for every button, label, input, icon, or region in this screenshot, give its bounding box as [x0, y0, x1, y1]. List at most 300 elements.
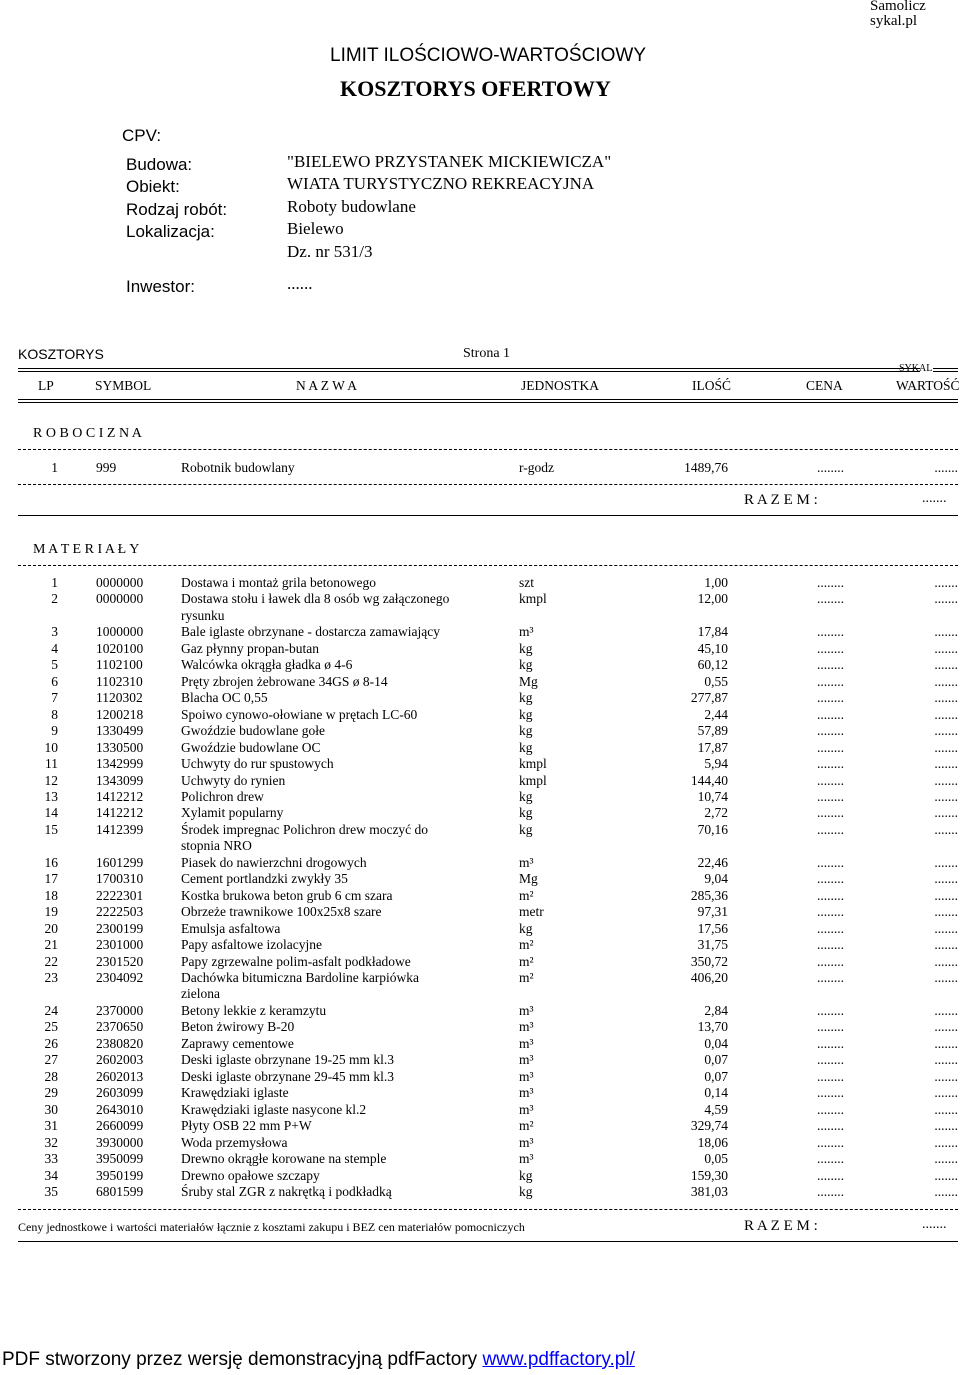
lokalizacja-value-2: Dz. nr 531/3: [287, 242, 373, 261]
row-symbol: 2222301: [96, 887, 144, 903]
col-value: WARTOŚĆ: [896, 378, 960, 393]
row-price: ........: [817, 1035, 844, 1051]
row-name-continued: zielona: [181, 986, 220, 1002]
row-price: ........: [817, 1183, 844, 1199]
row-name: Śruby stal ZGR z nakrętką i podkładką: [181, 1183, 392, 1199]
row-symbol: 3930000: [96, 1134, 144, 1150]
row-name: Polichron drew: [181, 788, 264, 804]
page-number: Strona 1: [463, 346, 511, 361]
row-qty: 159,30: [690, 1167, 728, 1183]
table-row: [0, 773, 960, 789]
table-row: [0, 1151, 960, 1167]
row-value: .......: [934, 920, 958, 936]
row-lp: 16: [44, 854, 58, 870]
row-qty: 17,84: [697, 624, 728, 640]
row-name: Spoiwo cynowo-ołowiane w prętach LC-60: [181, 706, 418, 722]
row-name: Dostawa i montaż grila betonowego: [181, 575, 376, 590]
row-price: ........: [817, 953, 844, 969]
row-value: .......: [934, 591, 958, 607]
row-qty: 31,75: [697, 937, 728, 953]
materials-note: Ceny jednostkowe i wartości materiałów łącznie z kosztami zakupu i BEZ cen materiałów pomocniczych: [18, 1220, 525, 1234]
row-name: Drewno opałowe szczapy: [181, 1167, 320, 1183]
row-symbol: 2602013: [96, 1068, 144, 1084]
row-price: ........: [817, 937, 844, 953]
row-price: ........: [817, 1068, 844, 1084]
row-symbol: 1000000: [96, 624, 144, 640]
row-unit: kg: [519, 920, 533, 936]
row-symbol: 1200218: [96, 706, 144, 722]
col-qty: ILOŚĆ: [692, 378, 732, 393]
budowa-label: Budowa:: [126, 155, 193, 174]
row-value: .......: [934, 854, 958, 870]
row-qty: 2,72: [704, 805, 728, 821]
row-symbol: 2301000: [96, 937, 144, 953]
row-name: Krawędziaki iglaste: [181, 1085, 289, 1101]
row-name: Uchwyty do rur spustowych: [181, 756, 334, 772]
table-row: [0, 904, 960, 920]
row-unit: m²: [519, 937, 534, 953]
row-name: Blacha OC 0,55: [181, 690, 268, 706]
row-symbol: 1330499: [96, 723, 144, 739]
row-unit: m³: [519, 1003, 534, 1018]
corner-line-2: sykal.pl: [870, 13, 918, 29]
table-row: [0, 657, 960, 673]
row-name: Dostawa stołu i ławek dla 8 osób wg załączonego: [181, 591, 450, 607]
row-qty: 70,16: [697, 821, 728, 837]
row-symbol: 1020100: [96, 640, 144, 656]
row-unit: kg: [519, 821, 533, 837]
row-symbol: 2222503: [96, 904, 144, 920]
row-price: ........: [817, 1003, 844, 1018]
table-row: [0, 871, 960, 887]
row-symbol: 6801599: [96, 1183, 144, 1199]
row-qty: 277,87: [690, 690, 728, 706]
table-row: [0, 1184, 960, 1200]
row-unit: m³: [519, 1134, 534, 1150]
row-unit: kg: [519, 723, 533, 739]
row-price: ........: [817, 575, 844, 590]
row-symbol: 1120302: [96, 690, 143, 706]
row-symbol: 2660099: [96, 1118, 144, 1134]
row-qty: 381,03: [690, 1183, 728, 1199]
row-price: ........: [817, 624, 844, 640]
page-subtitle: KOSZTORYS OFERTOWY: [340, 76, 611, 101]
table-row: [0, 460, 960, 476]
row-qty: 0,04: [704, 1035, 728, 1051]
labor-total-rule: [18, 515, 958, 516]
row-price: ........: [817, 673, 844, 689]
row-value: .......: [934, 460, 958, 475]
row-value: .......: [934, 1151, 958, 1167]
materials-top-rule: [18, 565, 958, 566]
table-row: [0, 888, 960, 904]
inwestor-value: ......: [287, 274, 313, 293]
row-unit: m³: [519, 1035, 534, 1051]
row-qty: 0,05: [704, 1151, 728, 1167]
labor-bottom-rule: [18, 484, 958, 485]
column-header-row: [0, 378, 960, 394]
page-title: LIMIT ILOŚCIOWO-WARTOŚCIOWY: [330, 45, 646, 66]
row-qty: 45,10: [697, 640, 728, 656]
row-lp: 18: [44, 887, 58, 903]
row-price: ........: [817, 1052, 844, 1068]
row-lp: 29: [44, 1085, 58, 1101]
row-name: Robotnik budowlany: [181, 460, 295, 475]
row-price: ........: [817, 854, 844, 870]
row-qty: 22,46: [697, 854, 728, 870]
row-unit: m³: [519, 1019, 534, 1035]
materials-total-label: R A Z E M :: [744, 1218, 818, 1234]
row-name: Betony lekkie z keramzytu: [181, 1003, 327, 1018]
rodzaj-label: Rodzaj robót:: [126, 200, 228, 219]
row-qty: 2,44: [704, 706, 728, 722]
inwestor-label: Inwestor:: [126, 277, 195, 296]
row-qty: 144,40: [690, 772, 728, 788]
row-unit: m²: [519, 887, 534, 903]
row-unit: kmpl: [519, 756, 547, 772]
row-lp: 12: [44, 772, 58, 788]
row-name: Walcówka okrągła gładka ø 4-6: [181, 657, 353, 673]
row-value: .......: [934, 706, 958, 722]
row-value: .......: [934, 756, 958, 772]
row-symbol: 1412399: [96, 821, 144, 837]
lokalizacja-value: Bielewo: [287, 219, 344, 238]
labor-top-rule: [18, 449, 958, 450]
row-price: ........: [817, 1085, 844, 1101]
row-value: .......: [934, 1052, 958, 1068]
row-value: .......: [934, 871, 958, 887]
row-qty: 285,36: [690, 887, 728, 903]
lokalizacja-label: Lokalizacja:: [126, 222, 215, 241]
row-unit: m³: [519, 1068, 534, 1084]
row-symbol: 1601299: [96, 854, 144, 870]
row-value: .......: [934, 953, 958, 969]
row-value: .......: [934, 1035, 958, 1051]
table-row: [0, 789, 960, 805]
row-qty: 0,14: [704, 1085, 728, 1101]
row-symbol: 2602003: [96, 1052, 144, 1068]
row-price: ........: [817, 1118, 844, 1134]
row-name: Gwoździe budowlane gołe: [181, 723, 325, 739]
row-name: Dachówka bitumiczna Bardoline karpiówka: [181, 970, 420, 985]
row-symbol: 999: [96, 460, 117, 475]
row-value: .......: [934, 821, 958, 837]
row-unit: m³: [519, 1151, 534, 1167]
row-value: .......: [934, 1101, 958, 1117]
rodzaj-value: Roboty budowlane: [287, 197, 416, 216]
row-lp: 9: [51, 723, 58, 739]
row-unit: kmpl: [519, 591, 547, 607]
row-lp: 28: [44, 1068, 58, 1084]
row-name: Kostka brukowa beton grub 6 cm szara: [181, 887, 393, 903]
labor-section-title: R O B O C I Z N A: [33, 426, 142, 441]
row-symbol: 1412212: [96, 805, 144, 821]
row-lp: 1: [51, 460, 58, 475]
table-row: [0, 1019, 960, 1035]
row-name: Xylamit popularny: [181, 805, 284, 821]
row-price: ........: [817, 871, 844, 887]
row-value: .......: [934, 772, 958, 788]
table-row: [0, 756, 960, 772]
row-name: Gaz płynny propan-butan: [181, 640, 319, 656]
row-price: ........: [817, 591, 844, 607]
row-lp: 14: [44, 805, 58, 821]
table-row: [0, 591, 960, 623]
row-unit: kg: [519, 657, 533, 673]
table-row: [0, 855, 960, 871]
row-price: ........: [817, 821, 844, 837]
table-row: [0, 954, 960, 970]
row-symbol: 1412212: [96, 788, 144, 804]
row-price: ........: [817, 460, 844, 475]
row-price: ........: [817, 756, 844, 772]
row-unit: m³: [519, 1085, 534, 1101]
row-qty: 18,06: [697, 1134, 728, 1150]
row-lp: 2: [51, 591, 58, 607]
row-name: Pręty zbrojen żebrowane 34GS ø 8-14: [181, 673, 388, 689]
row-lp: 6: [51, 673, 58, 689]
table-row: [0, 970, 960, 1002]
row-unit: r-godz: [519, 460, 554, 475]
row-price: ........: [817, 1167, 844, 1183]
row-symbol: 0000000: [96, 575, 144, 590]
section-label: KOSZTORYS: [18, 346, 104, 362]
row-unit: metr: [519, 904, 544, 920]
row-value: .......: [934, 690, 958, 706]
row-value: .......: [934, 1167, 958, 1183]
row-name: Woda przemysłowa: [181, 1134, 288, 1150]
row-qty: 13,70: [697, 1019, 728, 1035]
row-lp: 13: [44, 788, 58, 804]
row-name: Papy asfaltowe izolacyjne: [181, 937, 322, 953]
table-row: [0, 707, 960, 723]
row-symbol: 1343099: [96, 772, 144, 788]
row-lp: 1: [51, 575, 58, 590]
row-symbol: 1102310: [96, 673, 143, 689]
row-name: Gwoździe budowlane OC: [181, 739, 321, 755]
row-qty: 4,59: [704, 1101, 728, 1117]
row-unit: kmpl: [519, 772, 547, 788]
row-lp: 34: [44, 1167, 58, 1183]
row-name: Piasek do nawierzchni drogowych: [181, 854, 367, 870]
columns-rule-1: [18, 399, 958, 400]
row-qty: 1,00: [704, 575, 728, 590]
row-lp: 20: [44, 920, 58, 936]
row-value: .......: [934, 970, 958, 985]
row-name: Obrzeże trawnikowe 100x25x8 szare: [181, 904, 382, 920]
row-price: ........: [817, 920, 844, 936]
row-price: ........: [817, 788, 844, 804]
row-unit: m³: [519, 624, 534, 640]
row-lp: 21: [44, 937, 58, 953]
row-unit: kg: [519, 1183, 533, 1199]
row-lp: 8: [51, 706, 58, 722]
row-value: .......: [934, 788, 958, 804]
col-name: N A Z W A: [296, 378, 358, 393]
row-qty: 2,84: [704, 1003, 728, 1018]
row-symbol: 1700310: [96, 871, 144, 887]
footer-text: PDF stworzony przez wersję demonstracyjną pdfFactory: [2, 1349, 483, 1370]
table-row: [0, 821, 960, 854]
table-row: [0, 723, 960, 739]
materials-total-rule: [18, 1241, 958, 1242]
row-name: Deski iglaste obrzynane 29-45 mm kl.3: [181, 1068, 394, 1084]
row-symbol: 2380820: [96, 1035, 144, 1051]
table-row: [0, 690, 960, 706]
row-symbol: 2304092: [96, 970, 144, 985]
row-qty: 406,20: [690, 970, 728, 985]
row-unit: m²: [519, 1118, 534, 1134]
row-name: Beton żwirowy B-20: [181, 1019, 295, 1035]
row-lp: 35: [44, 1183, 58, 1199]
obiekt-value: WIATA TURYSTYCZNO REKREACYJNA: [287, 174, 595, 193]
row-lp: 23: [44, 970, 58, 985]
footer-link[interactable]: www.pdffactory.pl/: [482, 1349, 635, 1370]
row-name: Uchwyty do rynien: [181, 772, 286, 788]
row-unit: kg: [519, 690, 533, 706]
row-name: Zaprawy cementowe: [181, 1035, 294, 1051]
row-unit: m³: [519, 1101, 534, 1117]
row-value: .......: [934, 723, 958, 739]
table-row: [0, 624, 960, 640]
row-value: .......: [934, 739, 958, 755]
row-lp: 32: [44, 1134, 58, 1150]
row-lp: 10: [44, 739, 58, 755]
row-unit: kg: [519, 739, 533, 755]
row-value: .......: [934, 1068, 958, 1084]
row-value: .......: [934, 624, 958, 640]
col-symbol: SYMBOL: [95, 378, 152, 393]
materials-section-title: M A T E R I A Ł Y: [33, 542, 140, 557]
columns-rule-2: [18, 402, 958, 403]
row-value: .......: [934, 904, 958, 920]
row-symbol: 2603099: [96, 1085, 144, 1101]
row-unit: kg: [519, 1167, 533, 1183]
row-unit: kg: [519, 706, 533, 722]
table-row: [0, 740, 960, 756]
row-lp: 19: [44, 904, 58, 920]
row-symbol: 2643010: [96, 1101, 144, 1117]
row-symbol: 2370000: [96, 1003, 144, 1018]
row-value: .......: [934, 1183, 958, 1199]
table-row: [0, 1085, 960, 1101]
row-lp: 5: [51, 657, 58, 673]
row-qty: 0,55: [704, 673, 728, 689]
col-lp: LP: [38, 378, 54, 393]
row-price: ........: [817, 970, 844, 985]
row-name-continued: stopnia NRO: [181, 838, 252, 854]
row-symbol: 1330500: [96, 739, 144, 755]
table-row: [0, 1069, 960, 1085]
table-row: [0, 641, 960, 657]
row-value: .......: [934, 1085, 958, 1101]
row-qty: 17,87: [697, 739, 728, 755]
row-lp: 15: [44, 821, 58, 837]
row-name: Krawędziaki iglaste nasycone kl.2: [181, 1101, 367, 1117]
pdf-footer: [2, 1349, 635, 1371]
materials-total-value: .......: [922, 1217, 947, 1232]
row-symbol: 0000000: [96, 591, 144, 607]
labor-total-value: .......: [922, 491, 947, 506]
row-lp: 22: [44, 953, 58, 969]
row-value: .......: [934, 805, 958, 821]
row-symbol: 1342999: [96, 756, 144, 772]
row-unit: szt: [519, 575, 534, 590]
row-name: Cement portlandzki zwykły 35: [181, 871, 348, 887]
row-lp: 26: [44, 1035, 58, 1051]
row-name-continued: rysunku: [181, 607, 225, 623]
brand-rule: [933, 368, 958, 372]
row-price: ........: [817, 739, 844, 755]
row-value: .......: [934, 1134, 958, 1150]
row-qty: 329,74: [690, 1118, 728, 1134]
row-symbol: 2370650: [96, 1019, 144, 1035]
table-row: [0, 937, 960, 953]
sykal-brand: SYKAL: [899, 363, 933, 374]
table-row: [0, 921, 960, 937]
row-lp: 7: [51, 690, 58, 706]
row-value: .......: [934, 1003, 958, 1018]
row-price: ........: [817, 640, 844, 656]
row-price: ........: [817, 772, 844, 788]
row-qty: 5,94: [704, 756, 728, 772]
row-qty: 60,12: [697, 657, 728, 673]
row-lp: 24: [44, 1003, 58, 1018]
row-name: Bale iglaste obrzynane - dostarcza zamawiający: [181, 624, 440, 640]
row-unit: m³: [519, 1052, 534, 1068]
row-lp: 30: [44, 1101, 58, 1117]
row-price: ........: [817, 805, 844, 821]
table-row: [0, 1118, 960, 1134]
row-lp: 11: [45, 756, 58, 772]
row-symbol: 2300199: [96, 920, 144, 936]
row-price: ........: [817, 657, 844, 673]
row-name: Drewno okrągłe korowane na stemple: [181, 1151, 387, 1167]
table-row: [0, 1052, 960, 1068]
header-rule-2: [18, 371, 920, 372]
row-name: Środek impregnac Polichron drew moczyć do: [181, 821, 429, 837]
table-row: [0, 1135, 960, 1151]
row-qty: 57,89: [697, 723, 728, 739]
cpv-label: CPV:: [122, 126, 162, 145]
row-name: Deski iglaste obrzynane 19-25 mm kl.3: [181, 1052, 394, 1068]
row-qty: 350,72: [690, 953, 728, 969]
table-row: [0, 674, 960, 690]
row-price: ........: [817, 690, 844, 706]
row-price: ........: [817, 1101, 844, 1117]
row-value: .......: [934, 673, 958, 689]
table-row: [0, 1003, 960, 1019]
row-price: ........: [817, 904, 844, 920]
col-unit: JEDNOSTKA: [521, 378, 600, 393]
row-lp: 33: [44, 1151, 58, 1167]
row-value: .......: [934, 575, 958, 590]
header-rule-1: [18, 368, 920, 369]
materials-bottom-rule: [18, 1209, 958, 1210]
row-name: Płyty OSB 22 mm P+W: [181, 1118, 312, 1134]
row-qty: 9,04: [704, 871, 728, 887]
table-row: [0, 1036, 960, 1052]
row-value: .......: [934, 937, 958, 953]
row-lp: 31: [44, 1118, 58, 1134]
col-price: CENA: [806, 378, 843, 393]
row-price: ........: [817, 887, 844, 903]
row-unit: kg: [519, 788, 533, 804]
row-qty: 97,31: [697, 904, 728, 920]
row-value: .......: [934, 1019, 958, 1035]
row-unit: kg: [519, 805, 533, 821]
obiekt-label: Obiekt:: [126, 177, 180, 196]
